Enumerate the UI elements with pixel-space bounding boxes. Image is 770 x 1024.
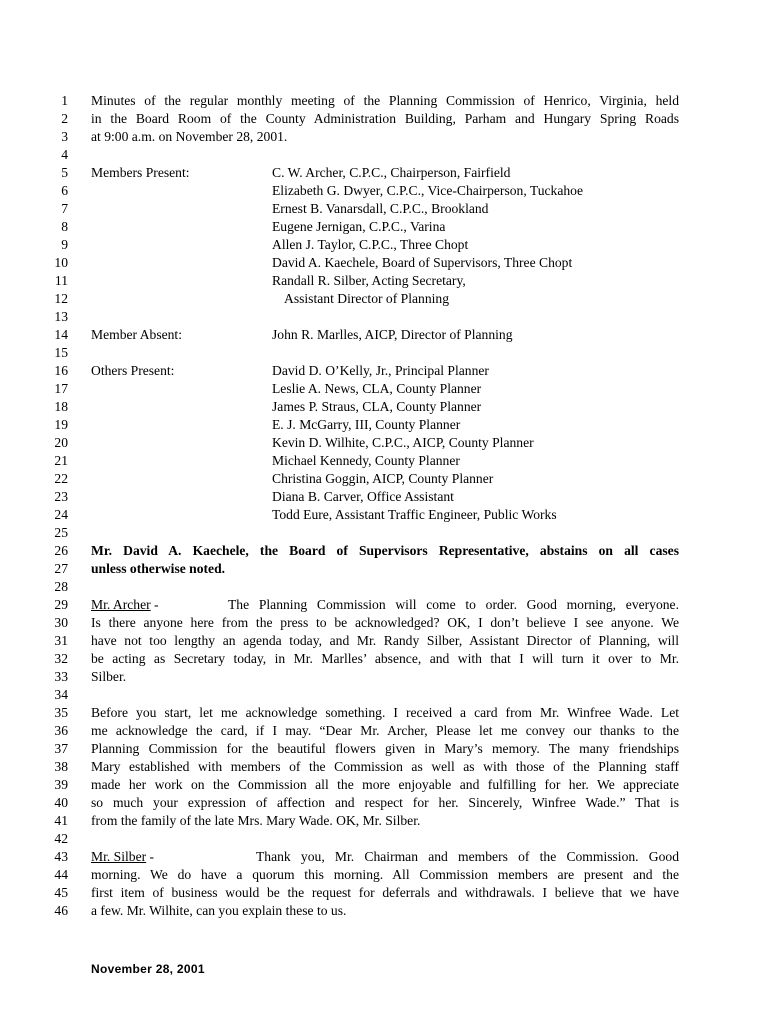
member-name: Assistant Director of Planning: [284, 291, 449, 306]
line-number: 45: [54, 885, 68, 900]
speech-line: me acknowledge the card, if I may. “Dear Mr. Archer, Please let me convey our thanks to the: [91, 723, 679, 738]
line-number: 10: [54, 255, 68, 270]
speech-line: Silber.: [91, 669, 127, 684]
line-number: 34: [54, 687, 68, 702]
notice-line: Mr. David A. Kaechele, the Board of Supervisors Representative, abstains on all cases: [91, 543, 679, 558]
speaker-name: Mr. Archer: [91, 597, 151, 612]
line-number: 7: [61, 201, 68, 216]
staff-name: E. J. McGarry, III, County Planner: [272, 417, 461, 432]
line-number: 42: [54, 831, 68, 846]
intro-line: in the Board Room of the County Administration Building, Parham and Hungary Spring Roads: [91, 111, 679, 126]
line-number: 25: [54, 525, 68, 540]
line-number: 41: [54, 813, 68, 828]
line-number: 38: [54, 759, 68, 774]
speech-line: Thank you, Mr. Chairman and members of the Commission. Good: [256, 849, 679, 864]
line-number: 26: [54, 543, 68, 558]
speech-line: have not too lengthy an agenda today, and Mr. Randy Silber, Assistant Director of Planning, will: [91, 633, 679, 648]
staff-name: Michael Kennedy, County Planner: [272, 453, 460, 468]
line-number: 3: [61, 129, 68, 144]
staff-name: Diana B. Carver, Office Assistant: [272, 489, 454, 504]
staff-name: Kevin D. Wilhite, C.P.C., AICP, County Planner: [272, 435, 534, 450]
intro-line: Minutes of the regular monthly meeting of the Planning Commission of Henrico, Virginia, held: [91, 93, 679, 108]
speaker-label: [91, 848, 154, 866]
line-number: 9: [61, 237, 68, 252]
line-number: 13: [54, 309, 68, 324]
line-number: 40: [54, 795, 68, 810]
line-number: 28: [54, 579, 68, 594]
speaker-label: [91, 596, 159, 614]
line-number: 14: [54, 327, 68, 342]
member-name: Allen J. Taylor, C.P.C., Three Chopt: [272, 237, 469, 252]
line-number: 12: [54, 291, 68, 306]
line-number: 6: [61, 183, 68, 198]
staff-name: James P. Straus, CLA, County Planner: [272, 399, 482, 414]
line-number: 23: [54, 489, 68, 504]
speaker-dash: -: [146, 849, 155, 864]
speech-line: Planning Commission for the beautiful flowers given in Mary’s memory. The many friendships: [91, 741, 679, 756]
speech-line: be acting as Secretary today, in Mr. Marlles’ absence, and with that I will turn it over to Mr.: [91, 651, 679, 666]
member-name: David A. Kaechele, Board of Supervisors, Three Chopt: [272, 255, 573, 270]
others-present-label: Others Present:: [91, 363, 175, 378]
line-number: 35: [54, 705, 68, 720]
speech-line: Is there anyone here from the press to be acknowledged? OK, I don’t believe I see anyone. We: [91, 615, 679, 630]
member-name: Eugene Jernigan, C.P.C., Varina: [272, 219, 446, 234]
line-number: 22: [54, 471, 68, 486]
line-number: 18: [54, 399, 68, 414]
line-number: 24: [54, 507, 68, 522]
line-number: 31: [54, 633, 68, 648]
line-number: 33: [54, 669, 68, 684]
line-number: 11: [54, 273, 68, 288]
line-number: 39: [54, 777, 68, 792]
speech-line: morning. We do have a quorum this morning. All Commission members are present and the: [91, 867, 679, 882]
staff-name: David D. O’Kelly, Jr., Principal Planner: [272, 363, 489, 378]
speaker-dash: -: [150, 597, 159, 612]
line-number: 15: [54, 345, 68, 360]
line-number: 20: [54, 435, 68, 450]
line-number: 46: [54, 903, 68, 918]
member-name: Ernest B. Vanarsdall, C.P.C., Brookland: [272, 201, 489, 216]
member-absent-label: Member Absent:: [91, 327, 182, 342]
staff-name: Leslie A. News, CLA, County Planner: [272, 381, 482, 396]
line-number: 36: [54, 723, 68, 738]
line-number: 1: [61, 93, 68, 108]
line-number: 44: [54, 867, 68, 882]
speaker-name: Mr. Silber: [91, 849, 147, 864]
line-number: 8: [61, 219, 68, 234]
speech-line: made her work on the Commission all the more enjoyable and fulfilling for her. We appreciate: [91, 777, 679, 792]
line-number: 21: [54, 453, 68, 468]
line-number: 19: [54, 417, 68, 432]
line-number: 5: [61, 165, 68, 180]
intro-line: at 9:00 a.m. on November 28, 2001.: [91, 129, 288, 144]
line-number: 4: [61, 147, 68, 162]
speech-line: so much your expression of affection and respect for her. Sincerely, Winfree Wade.” That is: [91, 795, 679, 810]
staff-name: Todd Eure, Assistant Traffic Engineer, Public Works: [272, 507, 557, 522]
speech-line: from the family of the late Mrs. Mary Wade. OK, Mr. Silber.: [91, 813, 421, 828]
line-number: 43: [54, 849, 68, 864]
line-number: 30: [54, 615, 68, 630]
speech-line: The Planning Commission will come to order. Good morning, everyone.: [228, 597, 679, 612]
line-number: 17: [54, 381, 68, 396]
line-number: 29: [54, 597, 68, 612]
speech-line: first item of business would be the request for deferrals and withdrawals. I believe that we have: [91, 885, 679, 900]
member-name: C. W. Archer, C.P.C., Chairperson, Fairfield: [272, 165, 511, 180]
speech-line: a few. Mr. Wilhite, can you explain these to us.: [91, 903, 347, 918]
member-name: John R. Marlles, AICP, Director of Planning: [272, 327, 513, 342]
line-number: 37: [54, 741, 68, 756]
staff-name: Christina Goggin, AICP, County Planner: [272, 471, 494, 486]
member-name: Randall R. Silber, Acting Secretary,: [272, 273, 466, 288]
line-number: 16: [54, 363, 68, 378]
speech-line: Before you start, let me acknowledge something. I received a card from Mr. Winfree Wade. Let: [91, 705, 679, 720]
member-name: Elizabeth G. Dwyer, C.P.C., Vice-Chairperson, Tuckahoe: [272, 183, 583, 198]
line-number: 27: [54, 561, 68, 576]
members-present-label: Members Present:: [91, 165, 190, 180]
line-number: 32: [54, 651, 68, 666]
speech-line: Mary established with members of the Commission as well as with those of the Planning staff: [91, 759, 679, 774]
page-footer-date: November 28, 2001: [91, 962, 205, 976]
notice-line: unless otherwise noted.: [91, 561, 226, 576]
line-number: 2: [61, 111, 68, 126]
